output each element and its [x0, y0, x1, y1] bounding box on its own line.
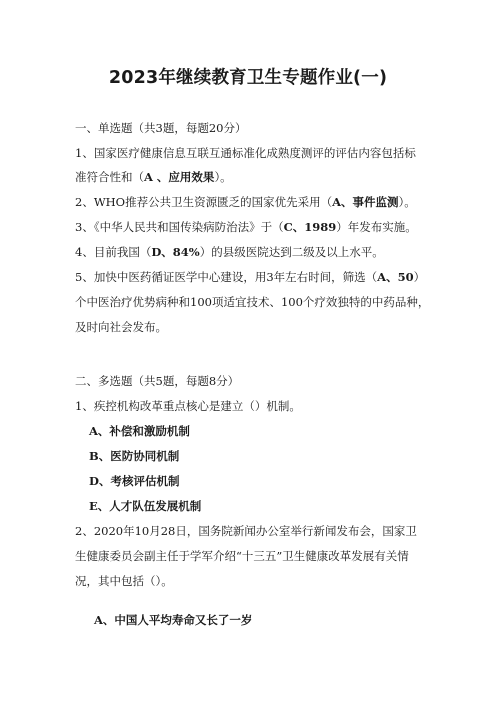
question-4	[75, 245, 384, 259]
mc-question-2-line-1: 2、2020年10月28日，国务院新闻办公室举行新闻发布会，国家卫	[75, 524, 417, 538]
mc-question-2-line-3: 况，其中包括（）。	[75, 574, 173, 588]
question-5-answer: A、50	[377, 270, 414, 284]
question-2-suffix: ）。	[398, 195, 416, 209]
question-5-line-3: 及时向社会发布。	[75, 320, 167, 334]
question-3	[75, 220, 417, 234]
section-multiple-choice-heading: 二、多选题（共5题，每题8分）	[75, 374, 240, 388]
question-1-line-1: 1、国家医疗健康信息互联互通标准化成熟度测评的评估内容包括标	[75, 146, 416, 160]
question-2-text: 2、WHO推荐公共卫生资源匮乏的国家优先采用（	[75, 195, 333, 209]
document-title: 2023年继续教育卫生专题作业(一)	[108, 68, 388, 88]
question-4-text: 4、目前我国（	[75, 245, 152, 259]
question-5-line-2: 个中医治疗优势病种和100项适宜技术、100个疗效独特的中药品种，	[75, 295, 430, 309]
question-1-suffix: ）。	[214, 170, 232, 184]
question-5-line-1	[75, 270, 425, 284]
mc-question-1-option-b: B、医防协同机制	[89, 449, 180, 463]
question-5-suffix: ）	[413, 270, 426, 284]
question-2	[75, 195, 416, 209]
question-3-answer: C、1989	[283, 220, 337, 234]
question-1-text: 准符合性和（	[75, 170, 144, 184]
question-1-answer: A 、应用效果	[144, 170, 215, 184]
question-2-answer: A、事件监测	[332, 195, 399, 209]
mc-question-2-option-a: A、中国人平均寿命又长了一岁	[94, 613, 253, 627]
mc-question-1-option-a: A、补偿和激励机制	[89, 424, 190, 438]
mc-question-1-option-e: E、人才队伍发展机制	[89, 499, 202, 513]
question-3-text: 3、《中华人民共和国传染病防治法》于（	[75, 220, 284, 234]
question-5-text: 5、加快中医药循证医学中心建设，用3年左右时间，筛选（	[75, 270, 378, 284]
question-1-line-2	[75, 170, 232, 184]
mc-question-1-option-d: D、考核评估机制	[89, 474, 180, 488]
question-4-answer: D、84%	[151, 245, 200, 259]
mc-question-1-stem: 1、疾控机构改革重点核心是建立（）机制。	[75, 399, 301, 413]
mc-question-2-line-2: 生健康委员会副主任于学军介绍“十三五”卫生健康改革发展有关情	[75, 549, 409, 563]
section-single-choice-heading: 一、单选题（共3题，每题20分）	[75, 121, 247, 135]
question-4-suffix: ）的县级医院达到二级及以上水平。	[199, 245, 384, 259]
question-3-suffix: ）年发布实施。	[336, 220, 417, 234]
